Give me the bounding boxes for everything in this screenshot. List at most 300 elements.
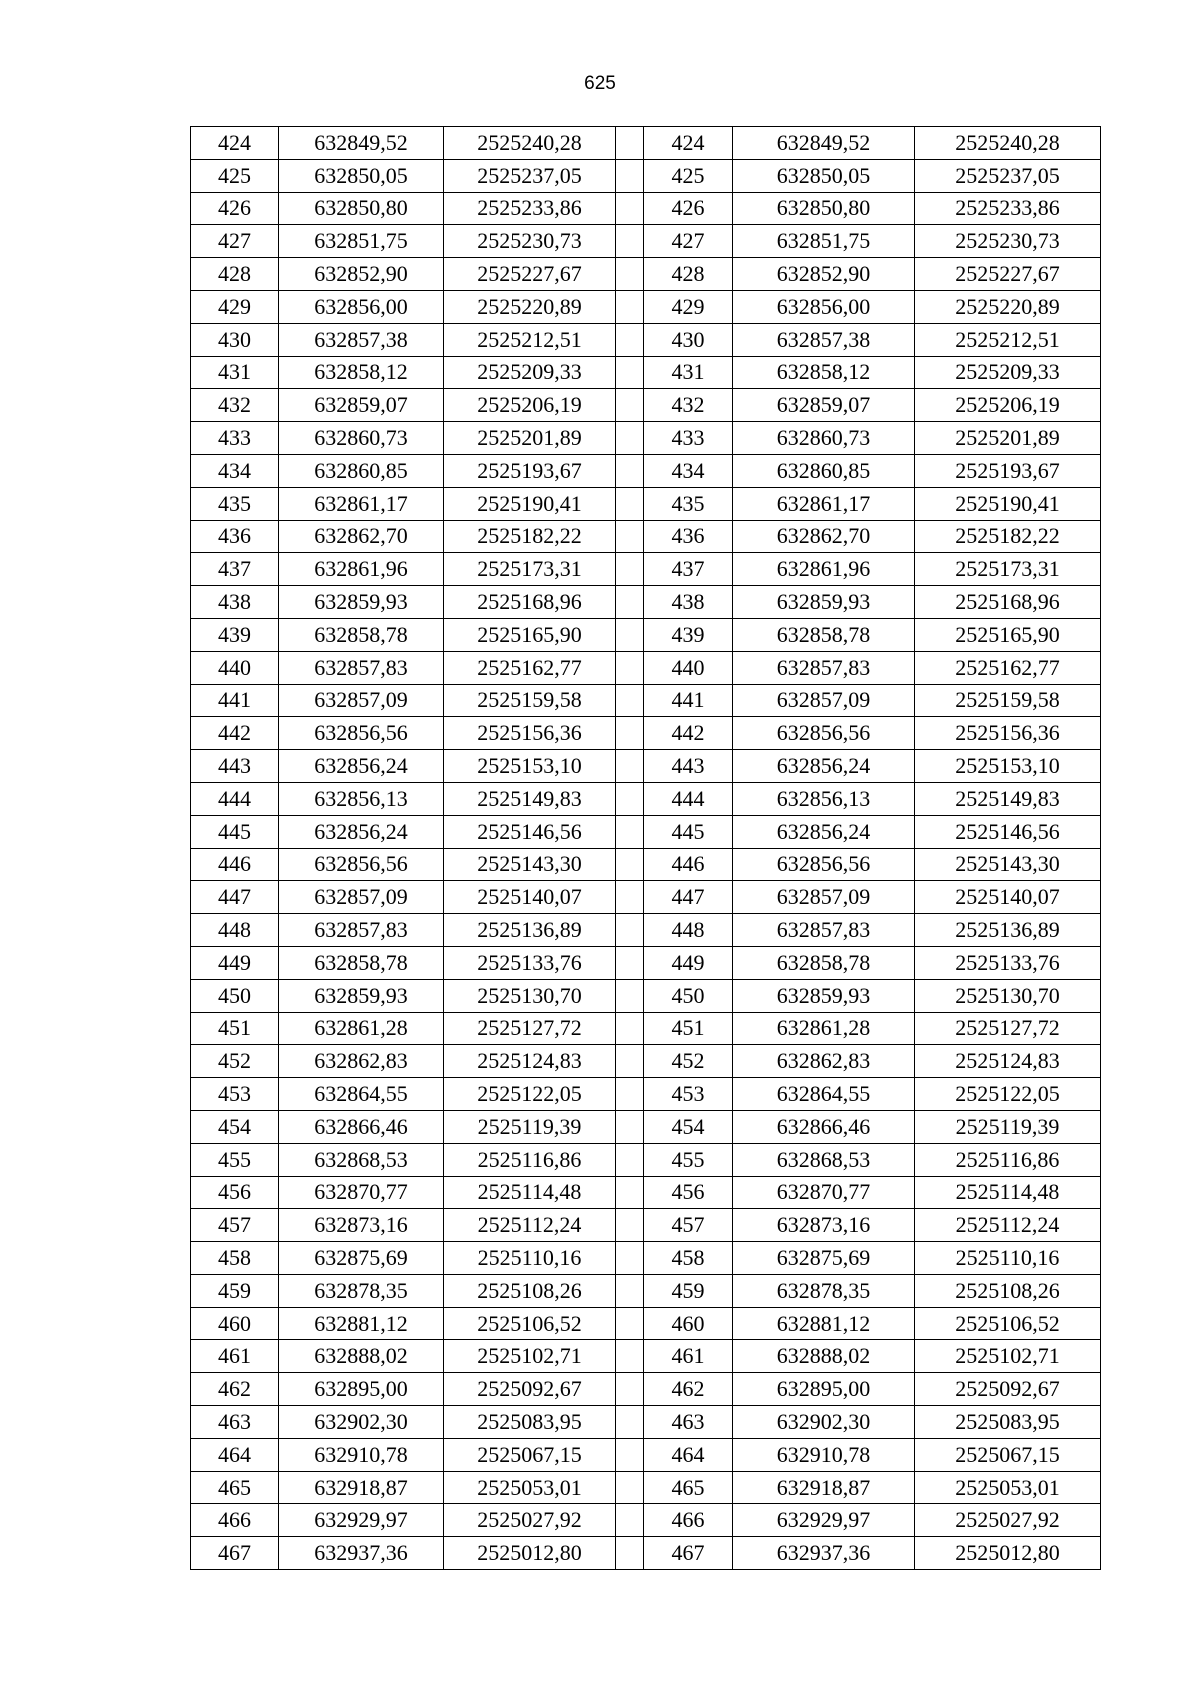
point-number-cell: 442 bbox=[191, 717, 279, 750]
x-coordinate-cell: 632937,36 bbox=[279, 1537, 444, 1570]
point-number-cell: 447 bbox=[191, 881, 279, 914]
y-coordinate-cell: 2525106,52 bbox=[444, 1307, 616, 1340]
separator-cell bbox=[616, 192, 644, 225]
y-coordinate-cell: 2525173,31 bbox=[915, 553, 1101, 586]
y-coordinate-cell: 2525233,86 bbox=[444, 192, 616, 225]
separator-cell bbox=[616, 520, 644, 553]
table-row bbox=[191, 881, 1101, 914]
x-coordinate-cell: 632910,78 bbox=[733, 1438, 915, 1471]
y-coordinate-cell: 2525146,56 bbox=[915, 815, 1101, 848]
y-coordinate-cell: 2525116,86 bbox=[915, 1143, 1101, 1176]
table-row bbox=[191, 258, 1101, 291]
y-coordinate-cell: 2525110,16 bbox=[915, 1242, 1101, 1275]
y-coordinate-cell: 2525162,77 bbox=[444, 651, 616, 684]
point-number-cell: 465 bbox=[644, 1471, 733, 1504]
table-row bbox=[191, 1438, 1101, 1471]
x-coordinate-cell: 632852,90 bbox=[279, 258, 444, 291]
separator-cell bbox=[616, 1373, 644, 1406]
y-coordinate-cell: 2525067,15 bbox=[444, 1438, 616, 1471]
y-coordinate-cell: 2525206,19 bbox=[915, 389, 1101, 422]
table-row bbox=[191, 1209, 1101, 1242]
x-coordinate-cell: 632918,87 bbox=[279, 1471, 444, 1504]
y-coordinate-cell: 2525146,56 bbox=[444, 815, 616, 848]
point-number-cell: 441 bbox=[191, 684, 279, 717]
point-number-cell: 455 bbox=[191, 1143, 279, 1176]
separator-cell bbox=[616, 1406, 644, 1439]
page-number: 625 bbox=[584, 73, 616, 94]
point-number-cell: 424 bbox=[191, 127, 279, 160]
x-coordinate-cell: 632856,24 bbox=[733, 750, 915, 783]
table-row bbox=[191, 1406, 1101, 1439]
x-coordinate-cell: 632858,78 bbox=[733, 618, 915, 651]
point-number-cell: 435 bbox=[191, 487, 279, 520]
point-number-cell: 463 bbox=[191, 1406, 279, 1439]
point-number-cell: 454 bbox=[644, 1110, 733, 1143]
x-coordinate-cell: 632857,09 bbox=[733, 881, 915, 914]
point-number-cell: 464 bbox=[191, 1438, 279, 1471]
point-number-cell: 441 bbox=[644, 684, 733, 717]
y-coordinate-cell: 2525110,16 bbox=[444, 1242, 616, 1275]
x-coordinate-cell: 632857,83 bbox=[279, 914, 444, 947]
y-coordinate-cell: 2525114,48 bbox=[915, 1176, 1101, 1209]
x-coordinate-cell: 632859,07 bbox=[279, 389, 444, 422]
x-coordinate-cell: 632875,69 bbox=[279, 1242, 444, 1275]
x-coordinate-cell: 632856,13 bbox=[733, 782, 915, 815]
point-number-cell: 465 bbox=[191, 1471, 279, 1504]
y-coordinate-cell: 2525112,24 bbox=[444, 1209, 616, 1242]
point-number-cell: 446 bbox=[644, 848, 733, 881]
table-row bbox=[191, 225, 1101, 258]
point-number-cell: 462 bbox=[644, 1373, 733, 1406]
table-row bbox=[191, 848, 1101, 881]
point-number-cell: 427 bbox=[644, 225, 733, 258]
point-number-cell: 426 bbox=[644, 192, 733, 225]
x-coordinate-cell: 632861,28 bbox=[733, 1012, 915, 1045]
x-coordinate-cell: 632856,56 bbox=[733, 717, 915, 750]
y-coordinate-cell: 2525220,89 bbox=[915, 290, 1101, 323]
y-coordinate-cell: 2525156,36 bbox=[915, 717, 1101, 750]
table-row bbox=[191, 422, 1101, 455]
point-number-cell: 442 bbox=[644, 717, 733, 750]
x-coordinate-cell: 632850,80 bbox=[279, 192, 444, 225]
x-coordinate-cell: 632866,46 bbox=[733, 1110, 915, 1143]
y-coordinate-cell: 2525230,73 bbox=[915, 225, 1101, 258]
y-coordinate-cell: 2525027,92 bbox=[444, 1504, 616, 1537]
y-coordinate-cell: 2525193,67 bbox=[444, 454, 616, 487]
point-number-cell: 451 bbox=[191, 1012, 279, 1045]
point-number-cell: 438 bbox=[191, 586, 279, 619]
table-row bbox=[191, 1340, 1101, 1373]
y-coordinate-cell: 2525153,10 bbox=[444, 750, 616, 783]
table-row bbox=[191, 651, 1101, 684]
table-row bbox=[191, 1012, 1101, 1045]
point-number-cell: 459 bbox=[191, 1274, 279, 1307]
x-coordinate-cell: 632856,24 bbox=[279, 815, 444, 848]
table-row bbox=[191, 1143, 1101, 1176]
separator-cell bbox=[616, 454, 644, 487]
point-number-cell: 456 bbox=[191, 1176, 279, 1209]
y-coordinate-cell: 2525190,41 bbox=[444, 487, 616, 520]
separator-cell bbox=[616, 1537, 644, 1570]
x-coordinate-cell: 632910,78 bbox=[279, 1438, 444, 1471]
point-number-cell: 448 bbox=[191, 914, 279, 947]
table-row bbox=[191, 323, 1101, 356]
table-row bbox=[191, 356, 1101, 389]
x-coordinate-cell: 632895,00 bbox=[279, 1373, 444, 1406]
table-row bbox=[191, 1045, 1101, 1078]
point-number-cell: 464 bbox=[644, 1438, 733, 1471]
point-number-cell: 445 bbox=[191, 815, 279, 848]
point-number-cell: 435 bbox=[644, 487, 733, 520]
y-coordinate-cell: 2525136,89 bbox=[444, 914, 616, 947]
table-row bbox=[191, 815, 1101, 848]
y-coordinate-cell: 2525119,39 bbox=[444, 1110, 616, 1143]
y-coordinate-cell: 2525122,05 bbox=[444, 1078, 616, 1111]
point-number-cell: 453 bbox=[191, 1078, 279, 1111]
point-number-cell: 457 bbox=[644, 1209, 733, 1242]
table-row bbox=[191, 1176, 1101, 1209]
point-number-cell: 451 bbox=[644, 1012, 733, 1045]
y-coordinate-cell: 2525182,22 bbox=[915, 520, 1101, 553]
y-coordinate-cell: 2525143,30 bbox=[915, 848, 1101, 881]
x-coordinate-cell: 632860,85 bbox=[733, 454, 915, 487]
y-coordinate-cell: 2525012,80 bbox=[444, 1537, 616, 1570]
table-row bbox=[191, 1373, 1101, 1406]
y-coordinate-cell: 2525237,05 bbox=[915, 159, 1101, 192]
point-number-cell: 438 bbox=[644, 586, 733, 619]
y-coordinate-cell: 2525143,30 bbox=[444, 848, 616, 881]
separator-cell bbox=[616, 323, 644, 356]
table-row bbox=[191, 389, 1101, 422]
y-coordinate-cell: 2525153,10 bbox=[915, 750, 1101, 783]
x-coordinate-cell: 632856,00 bbox=[733, 290, 915, 323]
y-coordinate-cell: 2525140,07 bbox=[444, 881, 616, 914]
y-coordinate-cell: 2525102,71 bbox=[915, 1340, 1101, 1373]
x-coordinate-cell: 632864,55 bbox=[733, 1078, 915, 1111]
point-number-cell: 426 bbox=[191, 192, 279, 225]
y-coordinate-cell: 2525108,26 bbox=[915, 1274, 1101, 1307]
separator-cell bbox=[616, 946, 644, 979]
y-coordinate-cell: 2525112,24 bbox=[915, 1209, 1101, 1242]
table-row bbox=[191, 454, 1101, 487]
separator-cell bbox=[616, 815, 644, 848]
x-coordinate-cell: 632858,12 bbox=[733, 356, 915, 389]
table-row bbox=[191, 553, 1101, 586]
x-coordinate-cell: 632862,70 bbox=[733, 520, 915, 553]
table-row bbox=[191, 1471, 1101, 1504]
x-coordinate-cell: 632858,78 bbox=[733, 946, 915, 979]
point-number-cell: 430 bbox=[191, 323, 279, 356]
point-number-cell: 444 bbox=[191, 782, 279, 815]
x-coordinate-cell: 632875,69 bbox=[733, 1242, 915, 1275]
point-number-cell: 450 bbox=[191, 979, 279, 1012]
separator-cell bbox=[616, 1209, 644, 1242]
x-coordinate-cell: 632881,12 bbox=[733, 1307, 915, 1340]
x-coordinate-cell: 632888,02 bbox=[733, 1340, 915, 1373]
y-coordinate-cell: 2525159,58 bbox=[444, 684, 616, 717]
table-row bbox=[191, 717, 1101, 750]
x-coordinate-cell: 632856,56 bbox=[733, 848, 915, 881]
y-coordinate-cell: 2525140,07 bbox=[915, 881, 1101, 914]
x-coordinate-cell: 632858,12 bbox=[279, 356, 444, 389]
point-number-cell: 445 bbox=[644, 815, 733, 848]
x-coordinate-cell: 632859,93 bbox=[279, 586, 444, 619]
separator-cell bbox=[616, 487, 644, 520]
x-coordinate-cell: 632929,97 bbox=[279, 1504, 444, 1537]
y-coordinate-cell: 2525233,86 bbox=[915, 192, 1101, 225]
x-coordinate-cell: 632857,83 bbox=[733, 651, 915, 684]
x-coordinate-cell: 632861,17 bbox=[279, 487, 444, 520]
point-number-cell: 459 bbox=[644, 1274, 733, 1307]
point-number-cell: 461 bbox=[644, 1340, 733, 1373]
separator-cell bbox=[616, 553, 644, 586]
x-coordinate-cell: 632861,28 bbox=[279, 1012, 444, 1045]
point-number-cell: 427 bbox=[191, 225, 279, 258]
x-coordinate-cell: 632850,05 bbox=[279, 159, 444, 192]
x-coordinate-cell: 632870,77 bbox=[279, 1176, 444, 1209]
separator-cell bbox=[616, 1242, 644, 1275]
y-coordinate-cell: 2525193,67 bbox=[915, 454, 1101, 487]
point-number-cell: 425 bbox=[191, 159, 279, 192]
point-number-cell: 463 bbox=[644, 1406, 733, 1439]
table-row bbox=[191, 1110, 1101, 1143]
point-number-cell: 449 bbox=[644, 946, 733, 979]
separator-cell bbox=[616, 1045, 644, 1078]
point-number-cell: 425 bbox=[644, 159, 733, 192]
separator-cell bbox=[616, 159, 644, 192]
y-coordinate-cell: 2525206,19 bbox=[444, 389, 616, 422]
separator-cell bbox=[616, 225, 644, 258]
x-coordinate-cell: 632856,24 bbox=[279, 750, 444, 783]
point-number-cell: 428 bbox=[191, 258, 279, 291]
point-number-cell: 439 bbox=[644, 618, 733, 651]
y-coordinate-cell: 2525173,31 bbox=[444, 553, 616, 586]
x-coordinate-cell: 632860,85 bbox=[279, 454, 444, 487]
x-coordinate-cell: 632878,35 bbox=[279, 1274, 444, 1307]
x-coordinate-cell: 632881,12 bbox=[279, 1307, 444, 1340]
y-coordinate-cell: 2525114,48 bbox=[444, 1176, 616, 1209]
separator-cell bbox=[616, 914, 644, 947]
table-row bbox=[191, 946, 1101, 979]
table-row bbox=[191, 1307, 1101, 1340]
table-row bbox=[191, 782, 1101, 815]
point-number-cell: 452 bbox=[644, 1045, 733, 1078]
point-number-cell: 429 bbox=[191, 290, 279, 323]
x-coordinate-cell: 632850,05 bbox=[733, 159, 915, 192]
point-number-cell: 440 bbox=[191, 651, 279, 684]
point-number-cell: 424 bbox=[644, 127, 733, 160]
separator-cell bbox=[616, 651, 644, 684]
y-coordinate-cell: 2525227,67 bbox=[915, 258, 1101, 291]
x-coordinate-cell: 632862,83 bbox=[733, 1045, 915, 1078]
separator-cell bbox=[616, 422, 644, 455]
y-coordinate-cell: 2525227,67 bbox=[444, 258, 616, 291]
separator-cell bbox=[616, 750, 644, 783]
y-coordinate-cell: 2525149,83 bbox=[444, 782, 616, 815]
x-coordinate-cell: 632862,70 bbox=[279, 520, 444, 553]
y-coordinate-cell: 2525102,71 bbox=[444, 1340, 616, 1373]
point-number-cell: 467 bbox=[644, 1537, 733, 1570]
x-coordinate-cell: 632859,93 bbox=[279, 979, 444, 1012]
y-coordinate-cell: 2525122,05 bbox=[915, 1078, 1101, 1111]
y-coordinate-cell: 2525106,52 bbox=[915, 1307, 1101, 1340]
separator-cell bbox=[616, 1274, 644, 1307]
x-coordinate-cell: 632856,56 bbox=[279, 717, 444, 750]
table-row bbox=[191, 159, 1101, 192]
point-number-cell: 466 bbox=[191, 1504, 279, 1537]
y-coordinate-cell: 2525124,83 bbox=[444, 1045, 616, 1078]
x-coordinate-cell: 632860,73 bbox=[733, 422, 915, 455]
coordinates-table-body bbox=[191, 127, 1101, 1570]
x-coordinate-cell: 632857,09 bbox=[279, 881, 444, 914]
separator-cell bbox=[616, 290, 644, 323]
separator-cell bbox=[616, 1340, 644, 1373]
y-coordinate-cell: 2525168,96 bbox=[915, 586, 1101, 619]
y-coordinate-cell: 2525012,80 bbox=[915, 1537, 1101, 1570]
x-coordinate-cell: 632888,02 bbox=[279, 1340, 444, 1373]
x-coordinate-cell: 632856,13 bbox=[279, 782, 444, 815]
separator-cell bbox=[616, 717, 644, 750]
y-coordinate-cell: 2525067,15 bbox=[915, 1438, 1101, 1471]
y-coordinate-cell: 2525053,01 bbox=[444, 1471, 616, 1504]
point-number-cell: 429 bbox=[644, 290, 733, 323]
y-coordinate-cell: 2525220,89 bbox=[444, 290, 616, 323]
x-coordinate-cell: 632868,53 bbox=[733, 1143, 915, 1176]
point-number-cell: 467 bbox=[191, 1537, 279, 1570]
x-coordinate-cell: 632929,97 bbox=[733, 1504, 915, 1537]
point-number-cell: 436 bbox=[644, 520, 733, 553]
point-number-cell: 436 bbox=[191, 520, 279, 553]
separator-cell bbox=[616, 1438, 644, 1471]
separator-cell bbox=[616, 1504, 644, 1537]
y-coordinate-cell: 2525209,33 bbox=[915, 356, 1101, 389]
x-coordinate-cell: 632902,30 bbox=[279, 1406, 444, 1439]
point-number-cell: 432 bbox=[644, 389, 733, 422]
x-coordinate-cell: 632918,87 bbox=[733, 1471, 915, 1504]
y-coordinate-cell: 2525133,76 bbox=[444, 946, 616, 979]
separator-cell bbox=[616, 618, 644, 651]
separator-cell bbox=[616, 389, 644, 422]
x-coordinate-cell: 632849,52 bbox=[279, 127, 444, 160]
separator-cell bbox=[616, 1176, 644, 1209]
x-coordinate-cell: 632878,35 bbox=[733, 1274, 915, 1307]
point-number-cell: 460 bbox=[644, 1307, 733, 1340]
x-coordinate-cell: 632850,80 bbox=[733, 192, 915, 225]
y-coordinate-cell: 2525149,83 bbox=[915, 782, 1101, 815]
point-number-cell: 458 bbox=[191, 1242, 279, 1275]
x-coordinate-cell: 632857,83 bbox=[279, 651, 444, 684]
point-number-cell: 434 bbox=[644, 454, 733, 487]
x-coordinate-cell: 632856,56 bbox=[279, 848, 444, 881]
x-coordinate-cell: 632859,07 bbox=[733, 389, 915, 422]
separator-cell bbox=[616, 684, 644, 717]
separator-cell bbox=[616, 1078, 644, 1111]
x-coordinate-cell: 632902,30 bbox=[733, 1406, 915, 1439]
x-coordinate-cell: 632861,96 bbox=[279, 553, 444, 586]
separator-cell bbox=[616, 782, 644, 815]
x-coordinate-cell: 632857,09 bbox=[733, 684, 915, 717]
table-row bbox=[191, 127, 1101, 160]
y-coordinate-cell: 2525165,90 bbox=[444, 618, 616, 651]
y-coordinate-cell: 2525159,58 bbox=[915, 684, 1101, 717]
y-coordinate-cell: 2525127,72 bbox=[915, 1012, 1101, 1045]
y-coordinate-cell: 2525212,51 bbox=[444, 323, 616, 356]
point-number-cell: 447 bbox=[644, 881, 733, 914]
x-coordinate-cell: 632866,46 bbox=[279, 1110, 444, 1143]
point-number-cell: 433 bbox=[191, 422, 279, 455]
x-coordinate-cell: 632873,16 bbox=[733, 1209, 915, 1242]
x-coordinate-cell: 632937,36 bbox=[733, 1537, 915, 1570]
point-number-cell: 466 bbox=[644, 1504, 733, 1537]
y-coordinate-cell: 2525119,39 bbox=[915, 1110, 1101, 1143]
point-number-cell: 458 bbox=[644, 1242, 733, 1275]
point-number-cell: 440 bbox=[644, 651, 733, 684]
table-row bbox=[191, 684, 1101, 717]
y-coordinate-cell: 2525083,95 bbox=[915, 1406, 1101, 1439]
point-number-cell: 443 bbox=[644, 750, 733, 783]
separator-cell bbox=[616, 356, 644, 389]
separator-cell bbox=[616, 258, 644, 291]
x-coordinate-cell: 632870,77 bbox=[733, 1176, 915, 1209]
point-number-cell: 428 bbox=[644, 258, 733, 291]
x-coordinate-cell: 632873,16 bbox=[279, 1209, 444, 1242]
table-row bbox=[191, 979, 1101, 1012]
separator-cell bbox=[616, 586, 644, 619]
point-number-cell: 454 bbox=[191, 1110, 279, 1143]
y-coordinate-cell: 2525092,67 bbox=[915, 1373, 1101, 1406]
point-number-cell: 449 bbox=[191, 946, 279, 979]
x-coordinate-cell: 632859,93 bbox=[733, 586, 915, 619]
x-coordinate-cell: 632851,75 bbox=[733, 225, 915, 258]
y-coordinate-cell: 2525209,33 bbox=[444, 356, 616, 389]
point-number-cell: 462 bbox=[191, 1373, 279, 1406]
y-coordinate-cell: 2525053,01 bbox=[915, 1471, 1101, 1504]
x-coordinate-cell: 632851,75 bbox=[279, 225, 444, 258]
x-coordinate-cell: 632859,93 bbox=[733, 979, 915, 1012]
y-coordinate-cell: 2525162,77 bbox=[915, 651, 1101, 684]
x-coordinate-cell: 632849,52 bbox=[733, 127, 915, 160]
y-coordinate-cell: 2525027,92 bbox=[915, 1504, 1101, 1537]
x-coordinate-cell: 632856,00 bbox=[279, 290, 444, 323]
y-coordinate-cell: 2525240,28 bbox=[915, 127, 1101, 160]
table-row bbox=[191, 1078, 1101, 1111]
point-number-cell: 433 bbox=[644, 422, 733, 455]
point-number-cell: 453 bbox=[644, 1078, 733, 1111]
y-coordinate-cell: 2525201,89 bbox=[444, 422, 616, 455]
x-coordinate-cell: 632895,00 bbox=[733, 1373, 915, 1406]
y-coordinate-cell: 2525124,83 bbox=[915, 1045, 1101, 1078]
table-row bbox=[191, 586, 1101, 619]
point-number-cell: 461 bbox=[191, 1340, 279, 1373]
separator-cell bbox=[616, 979, 644, 1012]
separator-cell bbox=[616, 848, 644, 881]
x-coordinate-cell: 632862,83 bbox=[279, 1045, 444, 1078]
separator-cell bbox=[616, 1143, 644, 1176]
y-coordinate-cell: 2525201,89 bbox=[915, 422, 1101, 455]
y-coordinate-cell: 2525133,76 bbox=[915, 946, 1101, 979]
y-coordinate-cell: 2525130,70 bbox=[915, 979, 1101, 1012]
table-row bbox=[191, 1242, 1101, 1275]
y-coordinate-cell: 2525108,26 bbox=[444, 1274, 616, 1307]
point-number-cell: 443 bbox=[191, 750, 279, 783]
y-coordinate-cell: 2525156,36 bbox=[444, 717, 616, 750]
table-row bbox=[191, 520, 1101, 553]
y-coordinate-cell: 2525168,96 bbox=[444, 586, 616, 619]
point-number-cell: 456 bbox=[644, 1176, 733, 1209]
y-coordinate-cell: 2525240,28 bbox=[444, 127, 616, 160]
table-row bbox=[191, 290, 1101, 323]
y-coordinate-cell: 2525190,41 bbox=[915, 487, 1101, 520]
